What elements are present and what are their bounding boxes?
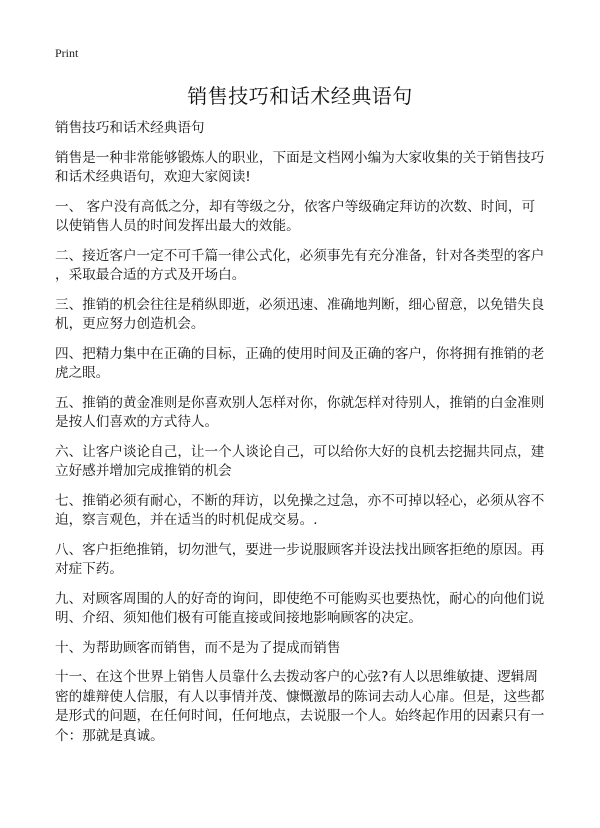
paragraph-line: 六、让客户谈论自己，让一个人谈论自己，可以给你大好的良机去挖掘共同点，建 xyxy=(55,443,545,460)
paragraph-line: 密的雄辩使人信服，有人以事情并茂、慷慨激昂的陈词去动人心扉。但是，这些都 xyxy=(55,688,545,705)
paragraph-line: 立好感并增加完成推销的机会 xyxy=(55,463,232,479)
paragraph-line: 十一、在这个世界上销售人员靠什么去拨动客户的心弦?有人以思维敏捷、逻辑周 xyxy=(55,669,538,685)
paragraph-line: 是按人们喜欢的方式待人。 xyxy=(55,414,219,430)
paragraph-line: 四、把精力集中在正确的目标，正确的使用时间及正确的客户，你将拥有推销的老 xyxy=(55,345,545,362)
subtitle-paragraph xyxy=(55,119,555,139)
paragraph-line: 二、接近客户一定不可千篇一律公式化，必须事先有充分准备，针对各类型的客户 xyxy=(55,247,545,264)
paragraph xyxy=(55,345,555,384)
paragraph-line: 销售技巧和话术经典语句 xyxy=(55,120,205,136)
paragraph-line: 一、 客户没有高低之分，却有等级之分，依客户等级确定拜访的次数、时间，可 xyxy=(55,198,536,215)
paragraph xyxy=(55,443,555,482)
paragraph-line: 和话术经典语句，欢迎大家阅读! xyxy=(55,169,251,185)
paragraph xyxy=(55,247,555,286)
paragraph xyxy=(55,492,555,531)
paragraph-line: 五、推销的黄金准则是你喜欢别人怎样对你，你就怎样对待别人，推销的白金准则 xyxy=(55,394,545,411)
paragraph-line: ，采取最合适的方式及开场白。 xyxy=(55,267,246,283)
paragraph xyxy=(55,590,555,629)
paragraph xyxy=(55,296,555,335)
paragraph xyxy=(55,639,555,659)
paragraph-line: 虎之眼。 xyxy=(55,365,110,381)
paragraph xyxy=(55,198,555,237)
paragraph-line: 迫，察言观色，并在适当的时机促成交易。. xyxy=(55,512,318,528)
paragraph-line: 个：那就是真诚。 xyxy=(55,727,164,744)
page-title: 销售技巧和话术经典语句 xyxy=(187,84,413,108)
paragraph-line: 七、推销必须有耐心，不断的拜访，以免操之过急，亦不可掉以轻心，必须从容不 xyxy=(55,492,545,509)
paragraph-line: 八、客户拒绝推销，切勿泄气，要进一步说服顾客并设法找出顾客拒绝的原因。再 xyxy=(55,541,545,558)
paragraph-line: 是形式的问题，在任何时间，任何地点，去说服一个人。始终起作用的因素只有一 xyxy=(55,708,545,724)
paragraph-line: 机，更应努力创造机会。 xyxy=(55,316,205,332)
paragraph-line: 以使销售人员的时间发挥出最大的效能。 xyxy=(55,218,300,234)
paragraph-line: 三、推销的机会往往是稍纵即逝，必须迅速、准确地判断，细心留意，以免错失良 xyxy=(55,296,545,313)
document-body xyxy=(55,119,555,756)
paragraph xyxy=(55,541,555,580)
paragraph-line: 十、为帮助顾客而销售，而不是为了提成而销售 xyxy=(55,639,341,656)
paragraph-line: 明、介绍、须知他们极有可能直接或间接地影响顾客的决定。 xyxy=(55,610,423,626)
paragraph-line: 九、对顾客周围的人的好奇的询问，即使绝不可能购买也要热忱，耐心的向他们说 xyxy=(55,590,545,607)
paragraph-line: 销售是一种非常能够锻炼人的职业，下面是文档网小编为大家收集的关于销售技巧 xyxy=(55,149,545,166)
paragraph xyxy=(55,149,555,188)
print-link[interactable]: Print xyxy=(55,46,79,60)
paragraph-line: 对症下药。 xyxy=(55,561,123,577)
paragraph xyxy=(55,668,555,746)
paragraph xyxy=(55,394,555,433)
